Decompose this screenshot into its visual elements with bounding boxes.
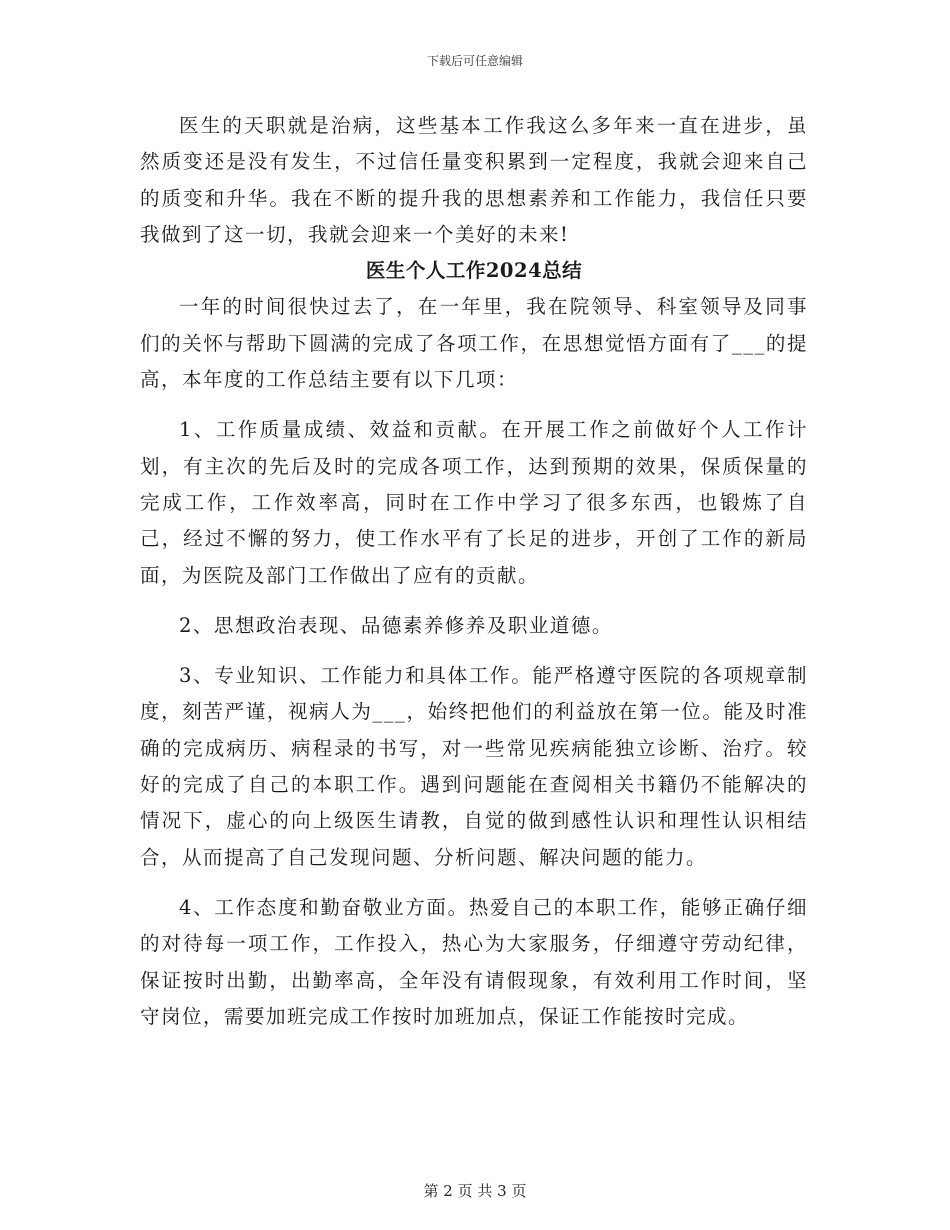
- document-body: [140, 108, 808, 1035]
- page-number: 第 2 页 共 3 页: [423, 1182, 527, 1200]
- paragraph-opening: 一年的时间很快过去了，在一年里，我在院领导、科室领导及同事们的关怀与帮助下圆满的完成了各项工作，在思想觉悟方面有了___的提高，本年度的工作总结主要有以下几项：: [140, 295, 808, 392]
- page-header-note: 下载后可任意编辑: [426, 54, 523, 68]
- section-title: 医生个人工作2024总结: [365, 259, 583, 283]
- paragraph-item-4: 4、工作态度和勤奋敬业方面。热爱自己的本职工作，能够正确仔细的对待每一项工作，工作投入，热心为大家服务，仔细遵守劳动纪律，保证按时出勤，出勤率高，全年没有请假现象，有效利用工作时间，坚守岗位，需要加班完成工作按时加班加点，保证工作能按时完成。: [140, 895, 808, 1028]
- paragraph-item-1: 1、工作质量成绩、效益和贡献。在开展工作之前做好个人工作计划，有主次的先后及时的完成各项工作，达到预期的效果，保质保量的完成工作，工作效率高，同时在工作中学习了很多东西，也锻炼了自己，经过不懈的努力，使工作水平有了长足的进步，开创了工作的新局面，为医院及部门工作做出了应有的贡献。: [140, 418, 808, 587]
- paragraph-item-3: 3、专业知识、工作能力和具体工作。能严格遵守医院的各项规章制度，刻苦严谨，视病人为___，始终把他们的利益放在第一位。能及时准确的完成病历、病程录的书写，对一些常见疾病能独立诊断、治疗。较好的完成了自己的本职工作。遇到问题能在查阅相关书籍仍不能解决的情况下，虚心的向上级医生请教，自觉的做到感性认识和理性认识相结合，从而提高了自己发现问题、分析问题、解决问题的能力。: [140, 664, 808, 869]
- intro-paragraph: 医生的天职就是治病，这些基本工作我这么多年来一直在进步，虽然质变还是没有发生，不过信任量变积累到一定程度，我就会迎来自己的质变和升华。我在不断的提升我的思想素养和工作能力，我信任只要我做到了这一切，我就会迎来一个美好的未来!: [140, 114, 808, 246]
- paragraph-item-2: 2、思想政治表现、品德素养修养及职业道德。: [179, 613, 613, 637]
